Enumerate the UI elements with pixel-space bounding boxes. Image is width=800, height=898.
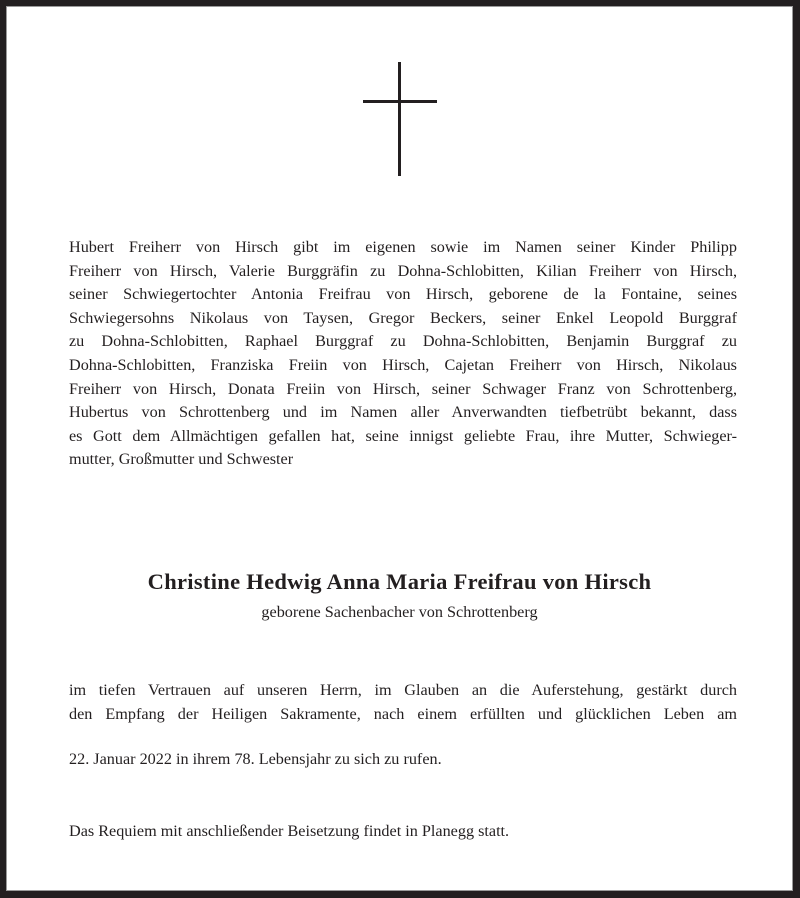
birth-name: geborene Sachenbacher von Schrottenberg <box>261 603 538 621</box>
intro-paragraph <box>69 236 737 472</box>
deceased-name: Christine Hedwig Anna Maria Freifrau von Hirsch <box>147 569 652 594</box>
intro-line: Hubert Freiherr von Hirsch gibt im eigenen sowie im Namen seiner Kinder Philipp <box>69 238 737 256</box>
requiem-line: Das Requiem mit anschließender Beisetzung findet in Planegg statt. <box>69 822 510 840</box>
intro-line: seiner Schwiegertochter Antonia Freifrau von Hirsch, geborene de la Fontaine, seines <box>69 285 737 304</box>
cross-vertical-bar <box>398 62 401 176</box>
intro-line: es Gott dem Allmächtigen gefallen hat, seine innigst geliebte Frau, ihre Mutter, Schwieger- <box>69 426 737 445</box>
faith-line: im tiefen Vertrauen auf unseren Herrn, im Glauben an die Auferstehung, gestärkt durch <box>69 681 737 699</box>
obituary-page <box>6 6 793 891</box>
intro-line: Freiherr von Hirsch, Donata Freiin von Hirsch, seiner Schwager Franz von Schrottenberg, <box>69 379 737 398</box>
intro-line: zu Dohna-Schlobitten, Raphael Burggraf zu Dohna-Schlobitten, Benjamin Burggraf zu <box>69 332 737 351</box>
cross-horizontal-bar <box>363 100 437 103</box>
intro-line: mutter, Großmutter und Schwester <box>69 450 294 469</box>
intro-line: Dohna-Schlobitten, Franziska Freiin von Hirsch, Cajetan Freiherr von Hirsch, Nikolaus <box>69 355 737 374</box>
intro-line: Schwiegersohns Nikolaus von Taysen, Gregor Beckers, seiner Enkel Leopold Burggraf <box>69 308 737 327</box>
faith-paragraph <box>69 679 737 726</box>
death-date-line: 22. Januar 2022 in ihrem 78. Lebensjahr zu sich zu rufen. <box>69 750 442 768</box>
faith-line: den Empfang der Heiligen Sakramente, nach einem erfüllten und glücklichen Leben am <box>69 704 737 723</box>
intro-line: Hubertus von Schrottenberg und im Namen aller Anverwandten tiefbetrübt bekannt, dass <box>69 403 737 422</box>
intro-line: Freiherr von Hirsch, Valerie Burggräfin zu Dohna-Schlobitten, Kilian Freiherr von Hirsch, <box>69 261 737 280</box>
